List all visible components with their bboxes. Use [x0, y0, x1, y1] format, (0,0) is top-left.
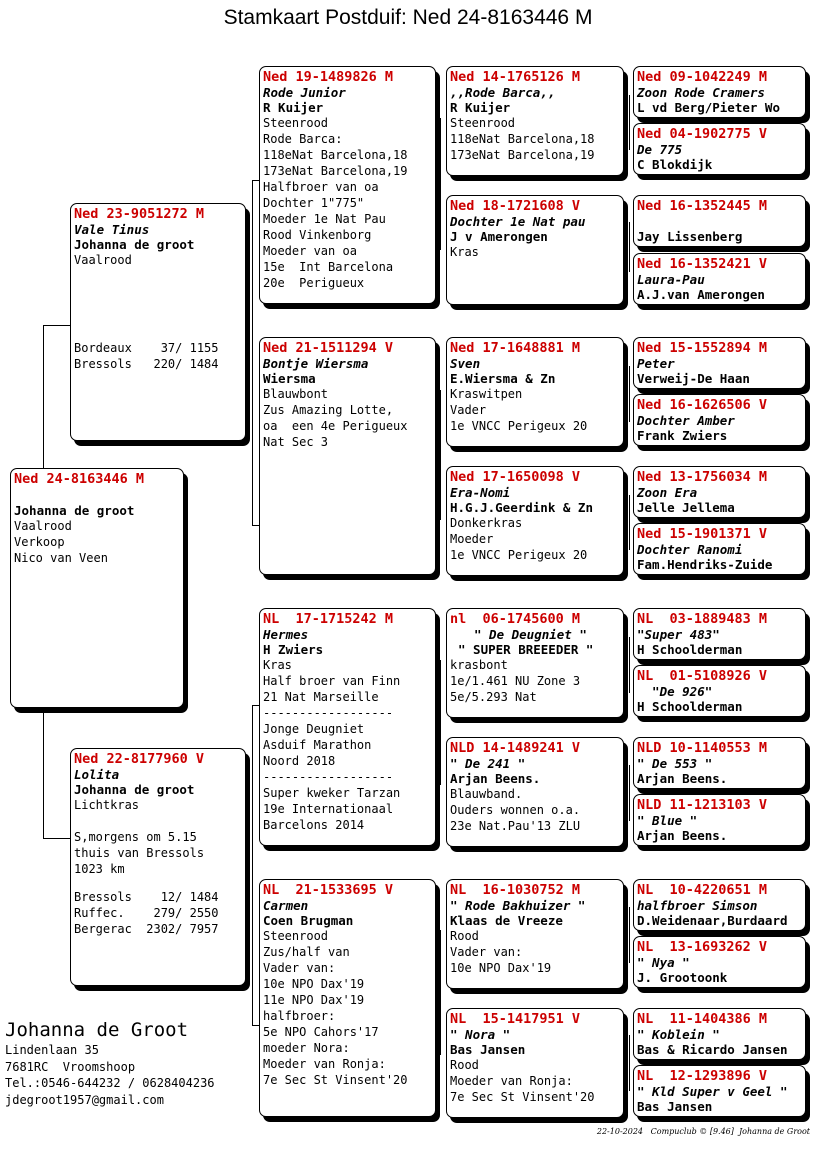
pigeon-card-gen4 — [633, 608, 806, 660]
info-line: Kras — [263, 658, 292, 672]
owner: Wiersma — [263, 371, 316, 386]
pigeon-name: " Rode Bakhuizer " — [450, 898, 586, 913]
pigeon-name: Bontje Wiersma — [263, 356, 369, 371]
result-line: Bressols 220/ 1484 — [74, 357, 219, 371]
owner: H Schoolderman — [637, 642, 743, 657]
pigeon-card-gen3 — [446, 608, 624, 718]
ring-number: Ned 16-1626506 V — [637, 397, 768, 413]
owner: Klaas de Vreeze — [450, 913, 563, 928]
pigeon-name: Peter — [637, 356, 675, 371]
connector — [440, 930, 441, 1055]
owner: L vd Berg/Pieter Wo — [637, 100, 780, 115]
connector — [43, 325, 71, 326]
connector — [440, 660, 441, 785]
pigeon-name: " Blue " — [637, 813, 698, 828]
connector — [629, 765, 630, 821]
ring-number: NL 03-1889483 M — [637, 611, 768, 627]
breeder-city: 7681RC Vroomshoop — [5, 1059, 136, 1074]
owner: Johanna de groot — [74, 782, 195, 797]
pigeon-name: Carmen — [263, 898, 309, 913]
ring-number: NL 11-1404386 M — [637, 1011, 768, 1027]
info-line: ------------------ — [263, 770, 394, 784]
owner: Bas Jansen — [450, 1042, 526, 1057]
pigeon-name: Laura-Pau — [637, 272, 705, 287]
pigeon-card-gen4 — [633, 337, 806, 389]
info-line: 1e/1.461 NU Zone 3 — [450, 674, 581, 688]
pigeon-name: " Nora " — [450, 1027, 511, 1042]
pigeon-name: Dochter Ranomi — [637, 542, 743, 557]
connector — [252, 525, 259, 526]
pigeon-card-gen4 — [633, 665, 806, 717]
info-line: 20e Perigueux — [263, 276, 365, 290]
info-line: Vaalrood — [14, 519, 72, 533]
info-line: 118eNat Barcelona,18 — [263, 148, 408, 162]
info-line: Ouders wonnen o.a. — [450, 803, 581, 817]
info-line: Lichtkras — [74, 798, 140, 812]
info-line: Vader van: — [263, 961, 336, 975]
info-line: 15e Int Barcelona — [263, 260, 394, 274]
footer-credit: 22-10-2024 Compuclub © [9.46] Johanna de Groot — [596, 1127, 810, 1136]
connector — [43, 838, 71, 839]
owner: Verweij-De Haan — [637, 371, 750, 386]
info-line: Kras — [450, 245, 479, 259]
info-line: Donkerkras — [450, 516, 523, 530]
owner: Arjan Beens. — [637, 828, 728, 843]
owner: C Blokdijk — [637, 157, 713, 172]
pigeon-card-father — [70, 203, 246, 441]
info-line: Rood — [450, 1058, 479, 1072]
ring-number: Ned 21-1511294 V — [263, 340, 394, 356]
pigeon-name: Rode Junior — [263, 85, 346, 100]
pigeon-name: " De 241 " — [450, 756, 526, 771]
pigeon-card-gen3 — [446, 466, 624, 576]
owner: Frank Zwiers — [637, 428, 728, 443]
ring-number: NLD 14-1489241 V — [450, 740, 581, 756]
breeder-name: Johanna de Groot — [5, 1019, 189, 1041]
owner: Arjan Beens. — [637, 771, 728, 786]
info-line: halfbroer: — [263, 1009, 336, 1023]
info-line: 10e NPO Dax'19 — [263, 977, 365, 991]
ring-number: NL 21-1533695 V — [263, 882, 394, 898]
connector — [43, 325, 44, 470]
connector — [252, 180, 253, 525]
info-line: Steenrood — [263, 929, 329, 943]
pigeon-card-gen4 — [633, 1065, 806, 1117]
connector — [629, 495, 630, 550]
connector — [629, 907, 630, 963]
note-line: S,morgens om 5.15 — [74, 830, 197, 844]
info-line: Vader — [450, 403, 487, 417]
owner: D.Weidenaar,Burdaard — [637, 913, 788, 928]
ring-number: Ned 22-8177960 V — [74, 751, 205, 767]
pigeon-name: Zoon Era — [637, 485, 698, 500]
info-line: 5e NPO Cahors'17 — [263, 1025, 379, 1039]
connector — [440, 390, 441, 520]
owner: Jay Lissenberg — [637, 229, 743, 244]
info-line: Kraswitpen — [450, 387, 523, 401]
info-line: Super kweker Tarzan — [263, 786, 401, 800]
info-line: Rode Barca: — [263, 132, 343, 146]
ring-number: NL 15-1417951 V — [450, 1011, 581, 1027]
ring-number: NL 13-1693262 V — [637, 939, 768, 955]
pigeon-name: " De Deugniet " — [474, 627, 587, 642]
info-line: Dochter 1"775" — [263, 196, 365, 210]
ring-number: Ned 15-1901371 V — [637, 526, 768, 542]
owner: Johanna de groot — [14, 503, 135, 518]
pigeon-name: Era-Nomi — [450, 485, 511, 500]
pigeon-card-gen3 — [446, 337, 624, 447]
info-line: Moeder van Ronja: — [263, 1057, 386, 1071]
ring-number: nl 06-1745600 M — [450, 611, 581, 627]
info-line: 23e Nat.Pau'13 ZLU — [450, 819, 581, 833]
pigeon-name: Vale Tinus — [74, 222, 150, 237]
info-line: Half broer van Finn — [263, 674, 401, 688]
pigeon-card-gen4 — [633, 936, 806, 988]
ring-number: Ned 19-1489826 M — [263, 69, 394, 85]
pigeon-card-gen4 — [633, 1008, 806, 1060]
info-line: moeder Nora: — [263, 1041, 350, 1055]
ring-number: NL 01-5108926 V — [637, 668, 768, 684]
pigeon-card-gen3 — [446, 879, 624, 989]
pigeon-card-gen2 — [259, 337, 436, 575]
owner: A.J.van Amerongen — [637, 287, 765, 302]
result-line: Bressols 12/ 1484 — [74, 890, 219, 904]
pigeon-card-gen4 — [633, 879, 806, 931]
pigeon-card-gen4 — [633, 523, 806, 575]
ring-number: NLD 10-1140553 M — [637, 740, 768, 756]
pigeon-name: Lolita — [74, 767, 120, 782]
owner: " SUPER BREEEDER " — [458, 642, 594, 657]
connector — [252, 705, 259, 706]
owner: Arjan Beens. — [450, 771, 541, 786]
pigeon-card-gen4 — [633, 253, 806, 305]
ring-number: Ned 16-1352421 V — [637, 256, 768, 272]
pigeon-name: " Kld Super v Geel " — [637, 1084, 788, 1099]
info-line: Zus Amazing Lotte, — [263, 403, 394, 417]
ring-number: NL 12-1293896 V — [637, 1068, 768, 1084]
info-line: Moeder van Ronja: — [450, 1074, 573, 1088]
ring-number: Ned 09-1042249 M — [637, 69, 768, 85]
owner: Johanna de groot — [74, 237, 195, 252]
connector — [629, 222, 630, 272]
page-title: Stamkaart Postduif: Ned 24-8163446 M — [223, 6, 593, 29]
pigeon-card-gen4 — [633, 794, 806, 846]
ring-number: Ned 24-8163446 M — [14, 471, 145, 487]
info-line: Vaalrood — [74, 253, 132, 267]
connector — [252, 705, 253, 1025]
info-line: Nico van Veen — [14, 551, 108, 565]
info-line: 1e VNCC Perigeux 20 — [450, 548, 588, 562]
info-line: Rood — [450, 929, 479, 943]
info-line: Halfbroer van oa — [263, 180, 379, 194]
pigeon-name: De 775 — [637, 142, 683, 157]
ring-number: Ned 04-1902775 V — [637, 126, 768, 142]
owner: Coen Brugman — [263, 913, 354, 928]
owner: H.G.J.Geerdink & Zn — [450, 500, 593, 515]
pigeon-name: halfbroer Simson — [637, 898, 758, 913]
result-line: Bergerac 2302/ 7957 — [74, 922, 219, 936]
info-line: Moeder — [450, 532, 494, 546]
info-line: 11e NPO Dax'19 — [263, 993, 365, 1007]
breeder-address: Lindenlaan 35 — [5, 1043, 99, 1057]
pigeon-name: Dochter 1e Nat pau — [450, 214, 586, 229]
ring-number: NL 16-1030752 M — [450, 882, 581, 898]
ring-number: Ned 18-1721608 V — [450, 198, 581, 214]
pigeon-name — [637, 214, 802, 229]
pigeon-name: Dochter Amber — [637, 413, 735, 428]
info-line: 5e/5.293 Nat — [450, 690, 537, 704]
info-line: Steenrood — [450, 116, 516, 130]
pigeon-card-gen4 — [633, 394, 806, 446]
info-line: Nat Sec 3 — [263, 435, 329, 449]
info-line: krasbont — [450, 658, 508, 672]
pigeon-card-gen4 — [633, 123, 806, 175]
pigeon-name: "De 926" — [637, 684, 713, 699]
info-line: Asduif Marathon — [263, 738, 372, 752]
info-line: ------------------ — [263, 706, 394, 720]
connector — [252, 180, 259, 181]
pigeon-name: Hermes — [263, 627, 309, 642]
ring-number: Ned 14-1765126 M — [450, 69, 581, 85]
ring-number: NL 17-1715242 M — [263, 611, 394, 627]
info-line: Moeder van oa — [263, 244, 357, 258]
info-line: Steenrood — [263, 116, 329, 130]
owner: Jelle Jellema — [637, 500, 735, 515]
pigeon-name: " Koblein " — [637, 1027, 720, 1042]
pigeon-card-gen3 — [446, 195, 624, 305]
pigeon-name: " De 553 " — [637, 756, 713, 771]
note-line: 1023 km — [74, 862, 125, 876]
owner: Bas Jansen — [637, 1099, 713, 1114]
info-line: 1e VNCC Perigeux 20 — [450, 419, 588, 433]
owner: J v Amerongen — [450, 229, 548, 244]
connector — [440, 118, 441, 250]
info-line: Verkoop — [14, 535, 65, 549]
connector — [629, 637, 630, 693]
ring-number: Ned 16-1352445 M — [637, 198, 768, 214]
info-line: Noord 2018 — [263, 754, 336, 768]
ring-number: Ned 15-1552894 M — [637, 340, 768, 356]
pigeon-name: " Nya " — [637, 955, 690, 970]
result-line: Ruffec. 279/ 2550 — [74, 906, 219, 920]
ring-number: NLD 11-1213103 V — [637, 797, 768, 813]
pigeon-card-gen2 — [259, 608, 436, 846]
info-line: Rood Vinkenborg — [263, 228, 372, 242]
ring-number: Ned 17-1650098 V — [450, 469, 581, 485]
pigeon-card-gen3 — [446, 737, 624, 847]
pigeon-name: ,,Rode Barca,, — [450, 85, 556, 100]
note-line: thuis van Bressols — [74, 846, 205, 860]
pigeon-name: Zoon Rode Cramers — [637, 85, 765, 100]
info-line: Moeder 1e Nat Pau — [263, 212, 386, 226]
pigeon-card-gen4 — [633, 195, 806, 247]
info-line: 21 Nat Marseille — [263, 690, 379, 704]
pigeon-card-gen2 — [259, 879, 436, 1117]
pigeon-card-gen4 — [633, 466, 806, 518]
owner: Bas & Ricardo Jansen — [637, 1042, 788, 1057]
connector — [629, 95, 630, 150]
info-line: Blauwbont — [263, 387, 329, 401]
owner: H Schoolderman — [637, 699, 743, 714]
pigeon-card-mother — [70, 748, 246, 986]
pigeon-name: "Super 483" — [637, 627, 720, 642]
info-line: 173eNat Barcelona,19 — [450, 148, 595, 162]
info-line: 10e NPO Dax'19 — [450, 961, 552, 975]
info-line: 118eNat Barcelona,18 — [450, 132, 595, 146]
ring-number: Ned 23-9051272 M — [74, 206, 205, 222]
info-line: 7e Sec St Vinsent'20 — [450, 1090, 595, 1104]
connector — [43, 708, 44, 838]
connector — [629, 1035, 630, 1091]
owner: E.Wiersma & Zn — [450, 371, 556, 386]
ring-number: NL 10-4220651 M — [637, 882, 768, 898]
info-line: Blauwband. — [450, 787, 523, 801]
info-line: 173eNat Barcelona,19 — [263, 164, 408, 178]
info-line: Vader van: — [450, 945, 523, 959]
breeder-email[interactable]: jdegroot1957@gmail.com — [5, 1092, 164, 1107]
breeder-info — [5, 1018, 215, 1108]
pigeon-card-gen4 — [633, 66, 806, 118]
owner: H Zwiers — [263, 642, 324, 657]
pigeon-name: Sven — [450, 356, 481, 371]
owner: R Kuijer — [263, 100, 324, 115]
pigeon-card-gen3 — [446, 1008, 624, 1118]
info-line: Barcelons 2014 — [263, 818, 365, 832]
info-line: Jonge Deugniet — [263, 722, 365, 736]
pigeon-card-gen4 — [633, 737, 806, 789]
info-line: 19e Internationaal — [263, 802, 394, 816]
breeder-phone: Tel.:0546-644232 / 0628404236 — [5, 1076, 215, 1090]
connector — [629, 366, 630, 422]
info-line: 7e Sec St Vinsent'20 — [263, 1073, 408, 1087]
owner: J. Grootoonk — [637, 970, 728, 985]
info-line: Zus/half van — [263, 945, 350, 959]
pigeon-card-subject — [10, 468, 184, 708]
pigeon-card-gen3 — [446, 66, 624, 176]
ring-number: Ned 13-1756034 M — [637, 469, 768, 485]
owner: Fam.Hendriks-Zuide — [637, 557, 773, 572]
owner: R Kuijer — [450, 100, 511, 115]
pigeon-card-gen2 — [259, 66, 436, 304]
connector — [252, 1025, 259, 1026]
result-line: Bordeaux 37/ 1155 — [74, 341, 219, 355]
ring-number: Ned 17-1648881 M — [450, 340, 581, 356]
info-line: oa een 4e Perigueux — [263, 419, 408, 433]
